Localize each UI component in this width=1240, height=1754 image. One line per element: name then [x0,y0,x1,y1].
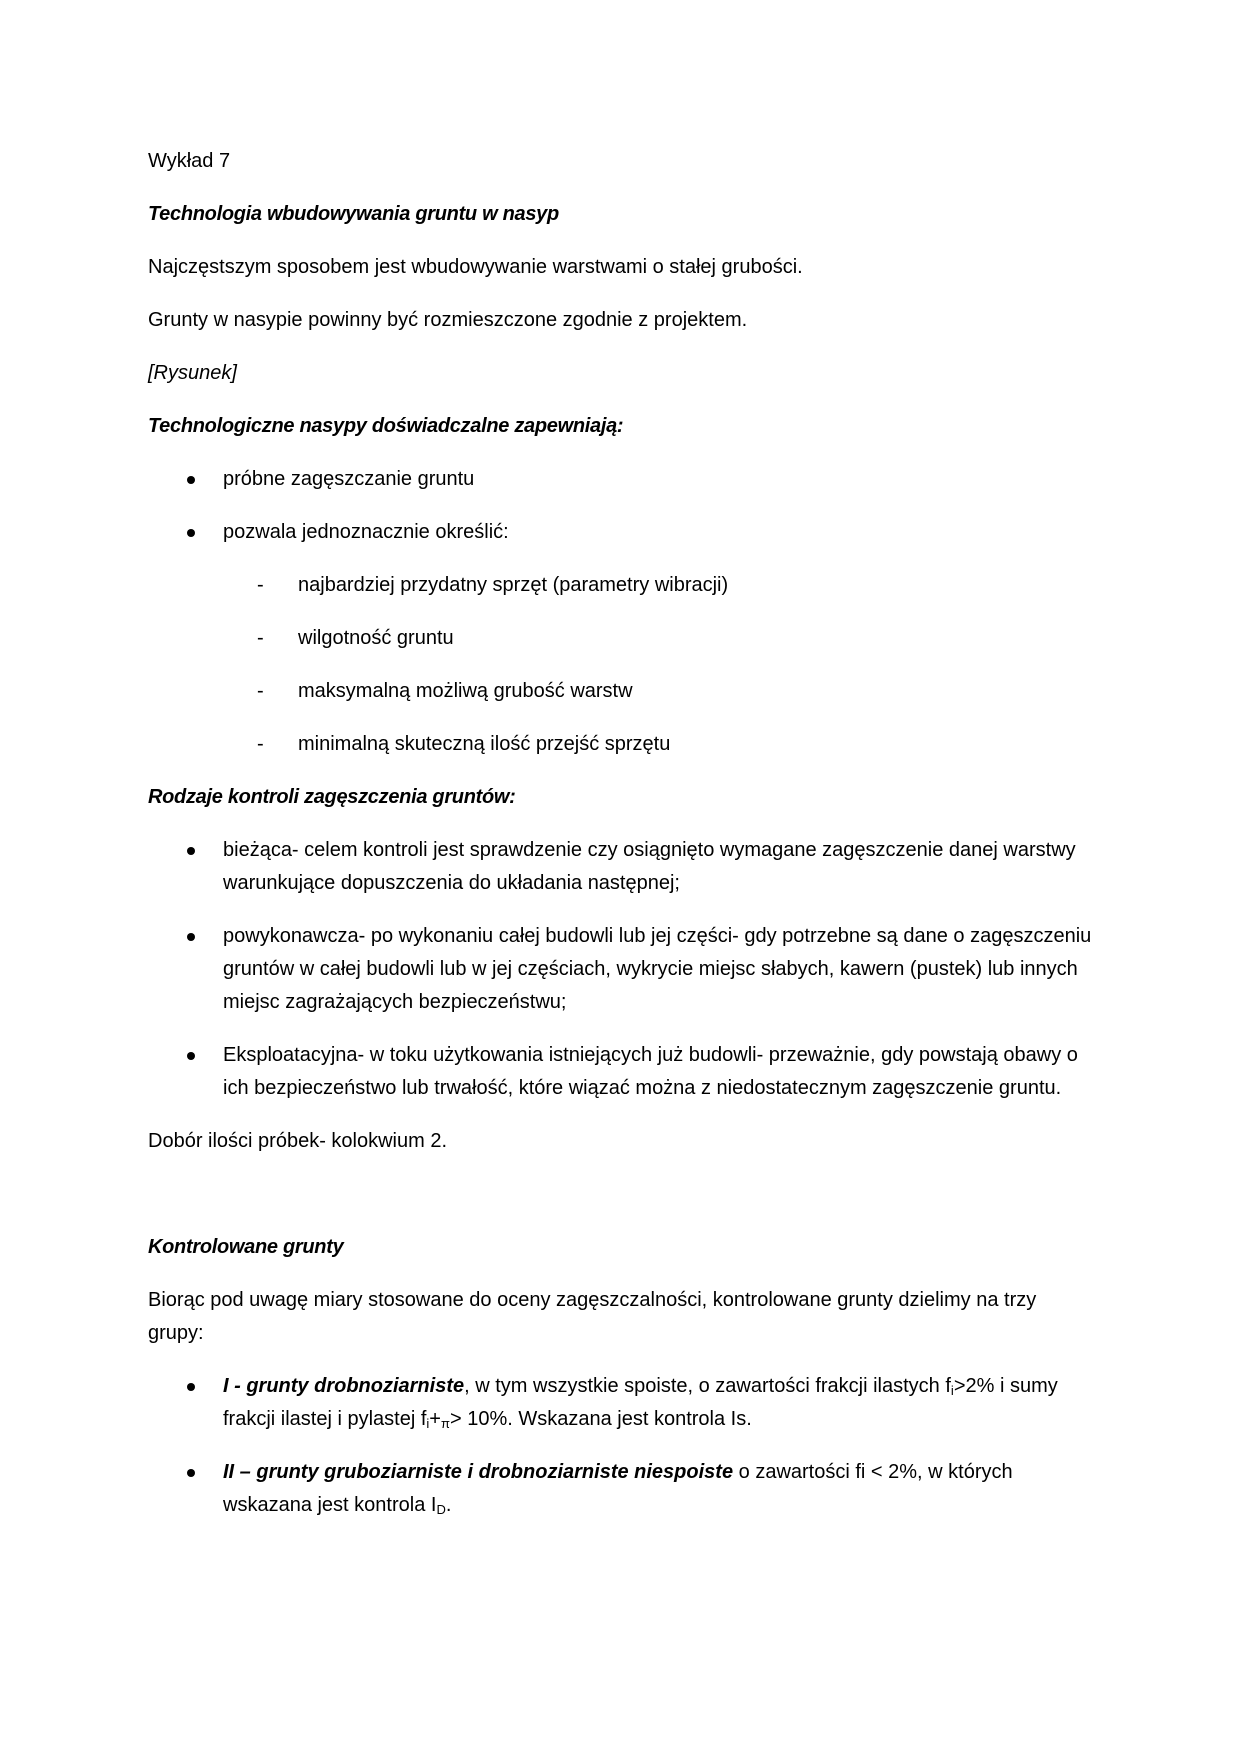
section-heading-test-embankments: Technologiczne nasypy doświadczalne zapewniają: [148,415,624,437]
list-item: bieżąca- celem kontroli jest sprawdzenie czy osiągnięto wymagane zagęszczenie danej warstwy warunkujące dopuszczenia do układania następnej; [148,834,1093,900]
list-item: powykonawcza- po wykonaniu całej budowli lub jej części- gdy potrzebne są dane o zagęszczeniu gruntów w całej budowli lub w jej częściach, wykrycie miejsc słabych, kawern (pustek) lub innych miejsc zagrażających bezpieczeństwu; [148,920,1093,1019]
paragraph-placement: Grunty w nasypie powinny być rozmieszczone zgodnie z projektem. [148,309,748,331]
section-heading-controlled-soils: Kontrolowane grunty [148,1236,344,1258]
control-types-list [148,834,1093,1105]
list-item-group-2: II – grunty gruboziarniste i drobnoziarniste niespoiste o zawartości fi < 2%, w których wskazana jest kontrola $I_D$. [148,1456,1093,1522]
section-heading-technology: Technologia wbudowywania gruntu w nasyp [148,203,559,225]
list-item: pozwala jednoznacznie określić: - najbardziej przydatny sprzęt (parametry wibracji) - wilgotność gruntu - maksymalną możliwą grubość warstw - minimalną skuteczną ilość przejść sprzętu [148,516,1093,761]
paragraph-sample-selection: Dobór ilości próbek- kolokwium 2. [148,1130,448,1152]
document-page [148,145,1093,1542]
sublist-item: - minimalną skuteczną ilość przejść sprzętu [223,728,1093,761]
section-heading-control-types: Rodzaje kontroli zagęszczenia gruntów: [148,786,516,808]
paragraph-layers: Najczęstszym sposobem jest wbudowywanie warstwami o stałej grubości. [148,256,803,278]
list-item: Eksploatacyjna- w toku użytkowania istniejących już budowli- przeważnie, gdy powstają obawy o ich bezpieczeństwo lub trwałość, które wiązać można z niedostatecznym zagęszczenie gruntu. [148,1039,1093,1105]
sublist-item: - wilgotność gruntu [223,622,1093,655]
list-item-group-1: I - grunty drobnoziarniste, w tym wszystkie spoiste, o zawartości frakcji ilastych $f_i>2\%$ i sumy frakcji ilastej i pylastej $f_i+_\pi> 10\%$. Wskazana jest kontrola Is. [148,1370,1093,1436]
test-embankment-list [148,463,1093,761]
document-title: Wykład 7 [148,150,231,172]
list-item: próbne zagęszczanie gruntu [148,463,1093,496]
paragraph-soil-groups-intro: Biorąc pod uwagę miary stosowane do oceny zagęszczalności, kontrolowane grunty dzielimy na trzy grupy: [148,1289,1037,1344]
soil-groups-list [148,1370,1093,1522]
figure-placeholder: [Rysunek] [148,362,237,384]
sublist-item: - maksymalną możliwą grubość warstw [223,675,1093,708]
determination-sublist [223,569,1093,761]
sublist-item: - najbardziej przydatny sprzęt (parametry wibracji) [223,569,1093,602]
